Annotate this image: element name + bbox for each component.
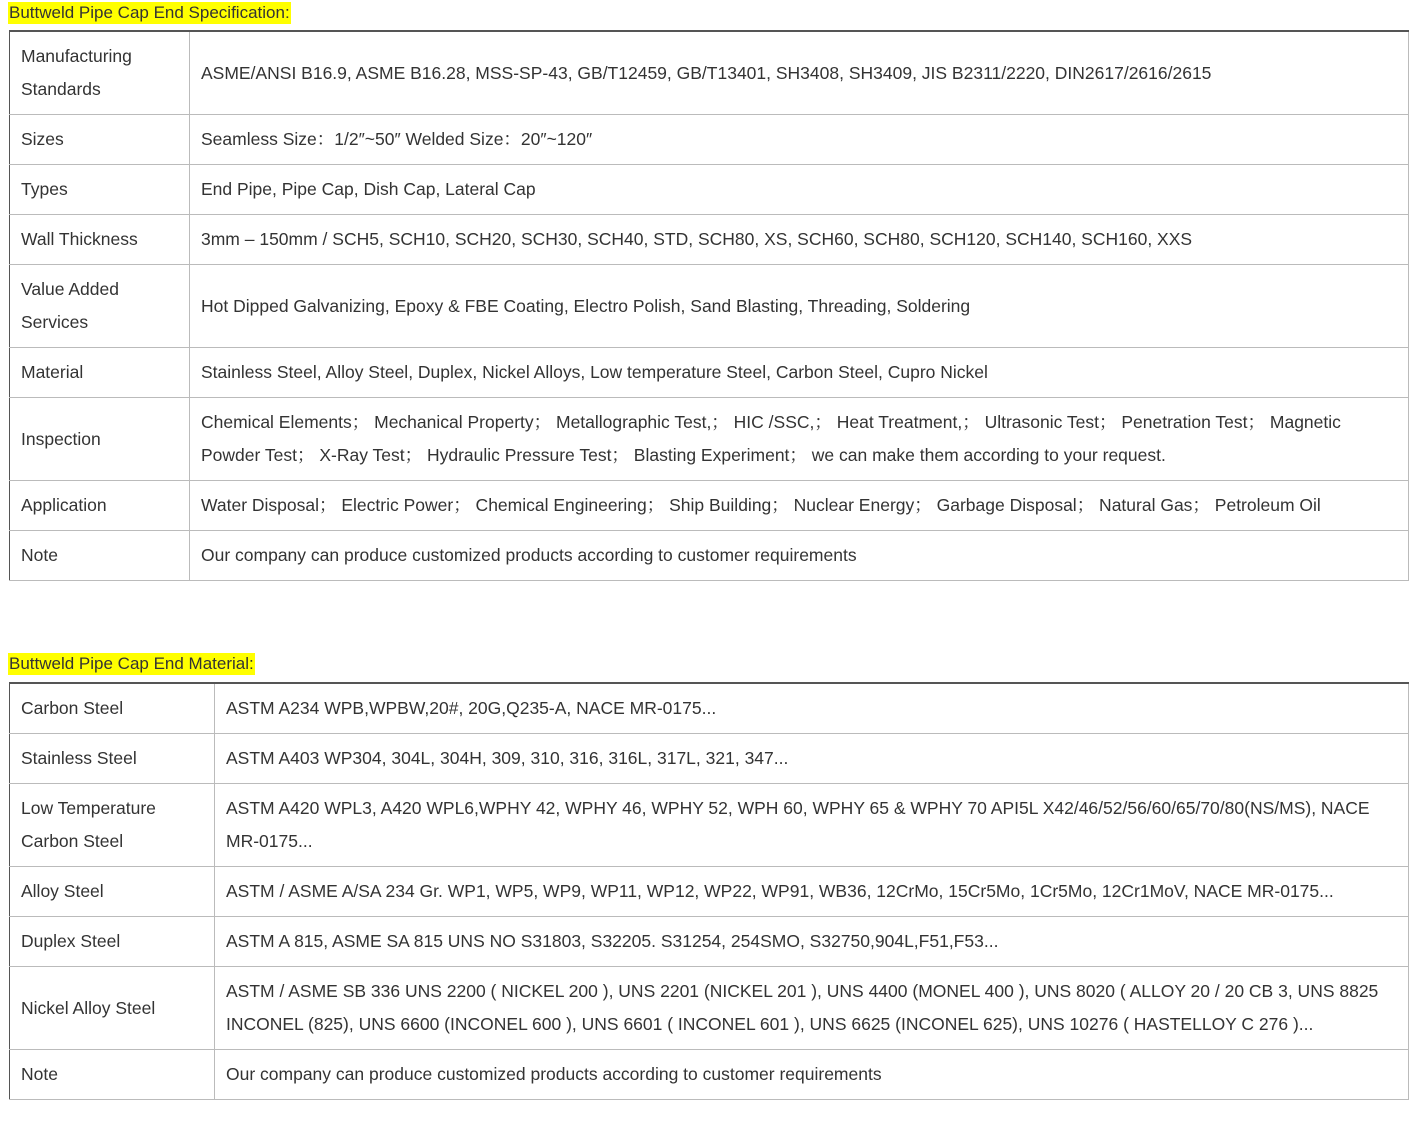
- table-row: [10, 967, 1409, 1050]
- table-row: [10, 683, 1409, 734]
- table-row: [10, 115, 1409, 165]
- row-value: Seamless Size：1/2″~50″ Welded Size：20″~120″: [190, 115, 1409, 165]
- row-label: Stainless Steel: [10, 734, 215, 784]
- table-row: [10, 1050, 1409, 1100]
- row-value: Stainless Steel, Alloy Steel, Duplex, Nickel Alloys, Low temperature Steel, Carbon Steel, Cupro Nickel: [190, 348, 1409, 398]
- row-value: Our company can produce customized products according to customer requirements: [190, 531, 1409, 581]
- row-value: ASTM A 815, ASME SA 815 UNS NO S31803, S32205. S31254, 254SMO, S32750,904L,F51,F53...: [215, 917, 1409, 967]
- row-label: Alloy Steel: [10, 867, 215, 917]
- material-heading: Buttweld Pipe Cap End Material:: [9, 654, 254, 673]
- row-label: Types: [10, 165, 190, 215]
- table-row: [10, 734, 1409, 784]
- row-value: 3mm – 150mm / SCH5, SCH10, SCH20, SCH30, SCH40, STD, SCH80, XS, SCH60, SCH80, SCH120, SCH140, SCH160, XXS: [190, 215, 1409, 265]
- row-label: Carbon Steel: [10, 683, 215, 734]
- table-row: [10, 917, 1409, 967]
- row-value: End Pipe, Pipe Cap, Dish Cap, Lateral Cap: [190, 165, 1409, 215]
- table-row: [10, 531, 1409, 581]
- row-value: ASME/ANSI B16.9, ASME B16.28, MSS-SP-43, GB/T12459, GB/T13401, SH3408, SH3409, JIS B2311/2220, DIN2617/2616/2615: [190, 31, 1409, 115]
- table-row: [10, 215, 1409, 265]
- row-label: Nickel Alloy Steel: [10, 967, 215, 1050]
- row-label: Low Temperature Carbon Steel: [10, 784, 215, 867]
- table-row: [10, 265, 1409, 348]
- table-row: [10, 398, 1409, 481]
- row-value: Hot Dipped Galvanizing, Epoxy & FBE Coating, Electro Polish, Sand Blasting, Threading, Soldering: [190, 265, 1409, 348]
- row-label: Duplex Steel: [10, 917, 215, 967]
- table-row: [10, 31, 1409, 115]
- row-value: ASTM / ASME A/SA 234 Gr. WP1, WP5, WP9, WP11, WP12, WP22, WP91, WB36, 12CrMo, 15Cr5Mo, 1Cr5Mo, 12Cr1MoV, NACE MR-0175...: [215, 867, 1409, 917]
- row-value: ASTM / ASME SB 336 UNS 2200 ( NICKEL 200 ), UNS 2201 (NICKEL 201 ), UNS 4400 (MONEL 400 ), UNS 8020 ( ALLOY 20 / 20 CB 3, UNS 8825 INCONEL (825), UNS 6600 (INCONEL 600 ), UNS 6601 ( INCONEL 601 ), UNS 6625 (INCONEL 625), UNS 10276 ( HASTELLOY C 276 )...: [215, 967, 1409, 1050]
- specification-table: [9, 30, 1409, 581]
- row-label: Value Added Services: [10, 265, 190, 348]
- specification-heading: Buttweld Pipe Cap End Specification:: [9, 3, 290, 22]
- row-label: Manufacturing Standards: [10, 31, 190, 115]
- row-value: Water Disposal； Electric Power； Chemical Engineering； Ship Building； Nuclear Energy； Garbage Disposal； Natural Gas； Petroleum Oil: [190, 481, 1409, 531]
- row-value: Our company can produce customized products according to customer requirements: [215, 1050, 1409, 1100]
- material-table: [9, 682, 1409, 1100]
- table-row: [10, 165, 1409, 215]
- row-label: Note: [10, 531, 190, 581]
- row-label: Sizes: [10, 115, 190, 165]
- table-row: [10, 867, 1409, 917]
- table-row: [10, 481, 1409, 531]
- row-label: Wall Thickness: [10, 215, 190, 265]
- row-value: ASTM A420 WPL3, A420 WPL6,WPHY 42, WPHY 46, WPHY 52, WPH 60, WPHY 65 & WPHY 70 API5L X42/46/52/56/60/65/70/80(NS/MS), NACE MR-0175...: [215, 784, 1409, 867]
- table-row: [10, 348, 1409, 398]
- row-label: Material: [10, 348, 190, 398]
- row-label: Inspection: [10, 398, 190, 481]
- table-row: [10, 784, 1409, 867]
- row-value: ASTM A234 WPB,WPBW,20#, 20G,Q235-A, NACE MR-0175...: [215, 683, 1409, 734]
- row-value: ASTM A403 WP304, 304L, 304H, 309, 310, 316, 316L, 317L, 321, 347...: [215, 734, 1409, 784]
- row-label: Application: [10, 481, 190, 531]
- row-label: Note: [10, 1050, 215, 1100]
- row-value: Chemical Elements； Mechanical Property； Metallographic Test,； HIC /SSC,； Heat Treatment,； Ultrasonic Test； Penetration Test； Magnetic Powder Test； X-Ray Test； Hydraulic Pressure Test； Blasting Experiment； we can make them according to your request.: [190, 398, 1409, 481]
